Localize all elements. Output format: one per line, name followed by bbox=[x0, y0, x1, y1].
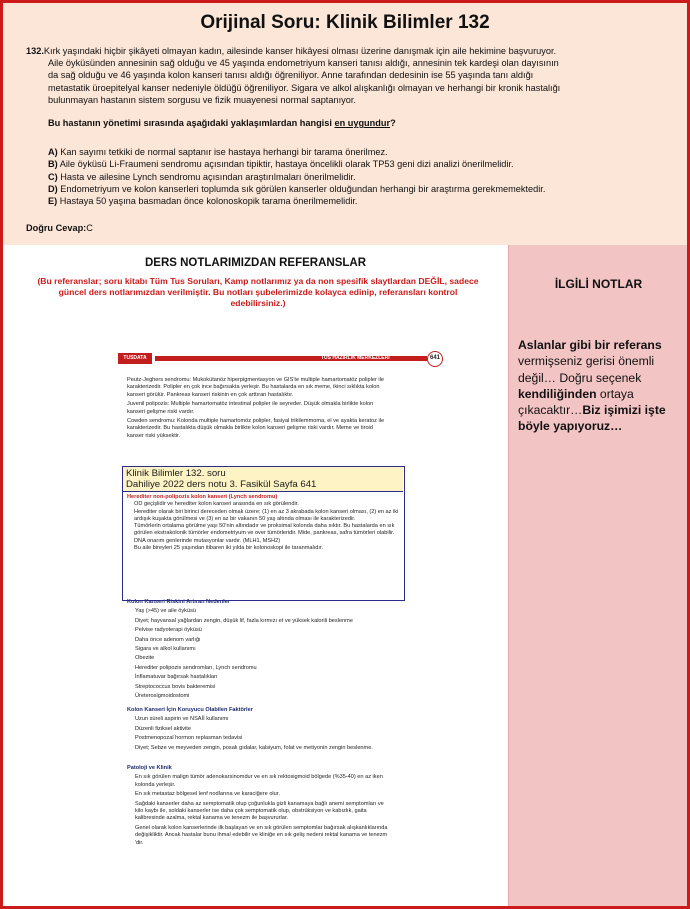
question-prompt bbox=[48, 118, 648, 128]
list-item: Diyet; Sebze ve meyveden zengin, posalı gıdalar, kalsiyum, folat ve metiyonin zengin beslenme. bbox=[135, 744, 373, 751]
reference-question: Klinik Bilimler 132. soru bbox=[126, 468, 226, 479]
answer-value: C bbox=[86, 223, 93, 233]
protective-factors-section bbox=[127, 707, 389, 754]
pathology-clinic-section bbox=[127, 765, 389, 849]
book-page-excerpt bbox=[113, 351, 448, 881]
prompt-text: Bu hastanın yönetimi sırasında aşağıdaki yaklaşımlardan hangisi bbox=[48, 118, 335, 128]
risk-heading: Kolon Kanseri Riskini Artıran Nedenler bbox=[127, 599, 230, 605]
sidebar-heading: İLGİLİ NOTLAR bbox=[554, 277, 643, 291]
msg-bold: kendiliğinden bbox=[518, 386, 597, 401]
list-item: Sigara ve alkol kullanımı bbox=[135, 646, 196, 653]
protective-heading: Kolon Kanseri İçin Koruyucu Olabilen Faktörler bbox=[127, 707, 253, 713]
correct-answer bbox=[26, 223, 93, 233]
list-item: Postmenopozal hormon replasman tedavisi bbox=[135, 735, 243, 742]
highlighted-reference-box bbox=[122, 466, 405, 601]
option-text: Kan sayımı tetkiki de normal saptanır ise hastaya herhangi bir tarama önerilmez. bbox=[60, 147, 388, 157]
list-item: Genel olarak kolon kanserlerinde ilk başlayan ve en sık görülen semptomlar bağırsak alışkanlıklarında değişikliktir. Ancak hastalar bunu ihmal edebilir ve kliniğe en sık geliş nedeni rektal kanama ve tenezm 'dir. bbox=[135, 824, 388, 846]
references-disclaimer: (Bu referanslar; soru kitabı Tüm Tus Soruları, Kamp notlarımız ya da non spesifik slaytlardan DEĞİL, sadece güncel ders notlarımızdan verilmiştir. Bu notları şubelerimizde kolayca edinip, referansları kontrol edebilirsiniz.) bbox=[37, 276, 479, 308]
answer-label: Doğru Cevap: bbox=[26, 223, 87, 233]
cowden-item: Cowden sendromu: Kolonda multiple hamartomöz polipler, fasiyal trikilemmoma, el ve ayakta keratoz ile karakterizedir. Bu hastalıkta düşük olmakla birlikte kolon kanseri gelişme riski vardır. Meme ve tiroid kanser riski yüksektir. bbox=[127, 418, 385, 439]
page-title: Orijinal Soru: Klinik Bilimler 132 bbox=[200, 12, 490, 33]
list-item: Diyet; hayvansal yağlardan zengin, düşük lif, fazla kırmızı et ve yüksek kalorili beslenme bbox=[135, 617, 353, 624]
prompt-suffix: ? bbox=[390, 118, 396, 128]
list-item: OD geçişlidir ve herediter kolon kanseri arasında en sık görülendir. bbox=[134, 501, 299, 508]
book-header bbox=[113, 351, 448, 369]
option-c bbox=[48, 171, 668, 183]
reference-label bbox=[123, 467, 403, 492]
list-item: DNA onarım genlerinde mutasyonlar vardır. (MLH1, MSH2) bbox=[134, 537, 281, 544]
syndrome-list bbox=[127, 377, 389, 442]
msg-text: vermişseniz gerisi önemli değil… Doğru seçenek bbox=[518, 354, 655, 385]
option-text: Endometriyum ve kolon kanserleri toplumda sık görülen kanserler olduğundan herhangi bir araştırma gerekmemektedir. bbox=[60, 183, 546, 194]
lynch-heading: Herediter non-polipozis kolon kanseri (Lynch sendromu) bbox=[127, 494, 278, 500]
option-text: Hastaya 50 yaşına basmadan önce kolonoskopik tarama önerilmemelidir. bbox=[59, 196, 358, 207]
list-item: En sık görülen malign tümör adenokarsinomdur ve en sık rektosigmoid bölgede (%35-40) en az iken kolonda yerleşir. bbox=[135, 774, 383, 788]
question-line: bulunmayan hastanın sistem sorgusu ve fizik muayenesi normal saptanıyor. bbox=[48, 94, 356, 105]
question-line bbox=[26, 45, 666, 57]
peutz-jeghers-item: Peutz-Jeghers sendromu: Mukokütanöz hiperpigmentasyon ve GIS'te multiple hamartomatöz polipler ile karakterizedir. Polipler en çok ince bağırsakta yerleşir. Bu hastalarda en sık meme, ikinci sıklıkta kolon kanseri görülür. Pankreas kanseri riskinin en çok arttıran hastalıktır. bbox=[127, 377, 384, 398]
option-letter: E) bbox=[48, 196, 58, 207]
list-item: Bu aile bireyleri 25 yaşından itibaren iki yılda bir kolonoskopi ile taranmalıdır. bbox=[134, 545, 324, 552]
option-d bbox=[48, 183, 668, 195]
list-item: Sağdaki kanserler daha az semptomatik olup çoğunlukla gizli kanamaya bağlı anemi semptomları ve kilo kaybı ile, soldaki kanserler ise daha çok semptomatik olup, obstrüksiyon ve kabızlık, gaita kalibresinde azalma, rektal kanama ve tenezm ile başvururlar. bbox=[135, 800, 384, 822]
answer-options bbox=[48, 146, 668, 207]
list-item: Obezite bbox=[135, 655, 155, 662]
publisher-logo: TUSDATA bbox=[118, 353, 152, 364]
option-letter: B) bbox=[48, 159, 58, 170]
msg-bold: referans bbox=[613, 338, 662, 352]
references-heading: DERS NOTLARIMIZDAN REFERANSLAR bbox=[144, 257, 367, 269]
juvenile-polyposis-item: Juvenil polipozis: Multiple hamartomatöz intestinal polipler ile seyreder. Düşük olmakla birlikte kolon kanseri gelişme riski vardır. bbox=[127, 401, 374, 415]
option-letter: C) bbox=[48, 171, 58, 182]
list-item: Herediter olarak biri birinci dereceden olmak üzere; (1) en az 3 akrabada kolon kanseri olması, (2) en az iki ardışık kuşakta görülmesi ve (3) en az bir vakanın 50 yaş altında olması ile karakterizedir. bbox=[134, 508, 399, 522]
list-item: Üreterosigmoidostomi bbox=[135, 693, 190, 700]
reference-source: Dahiliye 2022 ders notu 3. Fasikül Sayfa 641 bbox=[126, 478, 317, 490]
option-text: Hasta ve ailesine Lynch sendromu açısından araştırılmaları önerilmelidir. bbox=[60, 171, 356, 182]
question-line: da sağ olduğu ve 46 yaşında kolon kanseri tanısı aldığı öğreniliyor. Anne tarafından dedesinin ise 55 yaşında tanı aldığı bbox=[48, 70, 534, 81]
list-item: Tümörlerin ortalama görülme yaşı 50'nin altındadır ve proksimal kolonda daha sıktır. Bu hastalarda en sık görülen ekstrakolonik tümörler endometriyum ve over tümörleridir. Mide, pankreas, safra tümörleri olabilir. bbox=[134, 523, 395, 537]
option-b bbox=[48, 158, 668, 170]
question-panel bbox=[3, 3, 687, 245]
msg-bold: Aslanlar gibi bir bbox=[518, 338, 611, 352]
list-item: Pelvise radyoterapi öyküsü bbox=[135, 627, 202, 634]
list-item: En sık metastaz bölgesel lenf nodlarına ve karaciğere olur. bbox=[135, 791, 280, 798]
option-letter: D) bbox=[48, 183, 58, 194]
msg-bold: Biz işimizi işte böyle yapıyoruz… bbox=[518, 403, 666, 434]
option-text: Aile öyküsü Li-Fraumeni sendromu açısından tipiktir, hastaya öncelikli olarak TP53 geni dizi analizi önerilmelidir. bbox=[59, 159, 514, 170]
risk-factors-section bbox=[127, 599, 389, 702]
question-number: 132. bbox=[26, 46, 44, 56]
sidebar-message bbox=[518, 337, 678, 435]
list-item: Uzun süreli aspirin ve NSAİİ kullanımı bbox=[135, 716, 229, 723]
question-stem bbox=[26, 45, 666, 106]
msg-text: ortaya çıkacaktır… bbox=[518, 386, 634, 418]
related-notes-sidebar bbox=[508, 245, 687, 906]
option-letter: A) bbox=[48, 147, 58, 157]
question-line: Aile öyküsünden annesinin sağ olduğu ve 45 yaşında endometriyum kanseri tanısı aldığı, annesinin tek kardeşi olan dayısının bbox=[48, 58, 559, 69]
list-item: Herediter polipozis sendromları, Lynch sendromu bbox=[135, 664, 257, 671]
question-line: metastatik üroepitelyal kanser nedeniyle öldüğü öğreniliyor. Sigara ve alkol alışkanlığı olmayan ve herhangi bir kronik hastalığı bbox=[48, 82, 561, 93]
question-text: Kırk yaşındaki hiçbir şikâyeti olmayan kadın, ailesinde kanser hikâyesi olması üzerine danışmak için aile hekimine başvuruyor. bbox=[43, 46, 557, 56]
list-item: Yaş (>45) ve aile öyküsü bbox=[135, 608, 196, 615]
list-item: Streptococcus bovis bakteremisi bbox=[135, 683, 216, 690]
option-a bbox=[48, 146, 668, 158]
pathology-heading: Patoloji ve Klinik bbox=[127, 765, 172, 771]
prompt-underlined: en uygundur bbox=[334, 118, 391, 128]
list-item: İnflamatuvar bağırsak hastalıkları bbox=[135, 674, 218, 681]
list-item: Daha önce adenom varlığı bbox=[135, 636, 201, 643]
header-band-text: TUS HAZIRLIK MERKEZLERİ bbox=[321, 355, 390, 361]
lynch-syndrome-excerpt bbox=[127, 494, 399, 552]
book-page-number: 641 bbox=[427, 351, 443, 367]
list-item: Düzenli fiziksel aktivite bbox=[135, 725, 191, 732]
option-e bbox=[48, 195, 668, 207]
